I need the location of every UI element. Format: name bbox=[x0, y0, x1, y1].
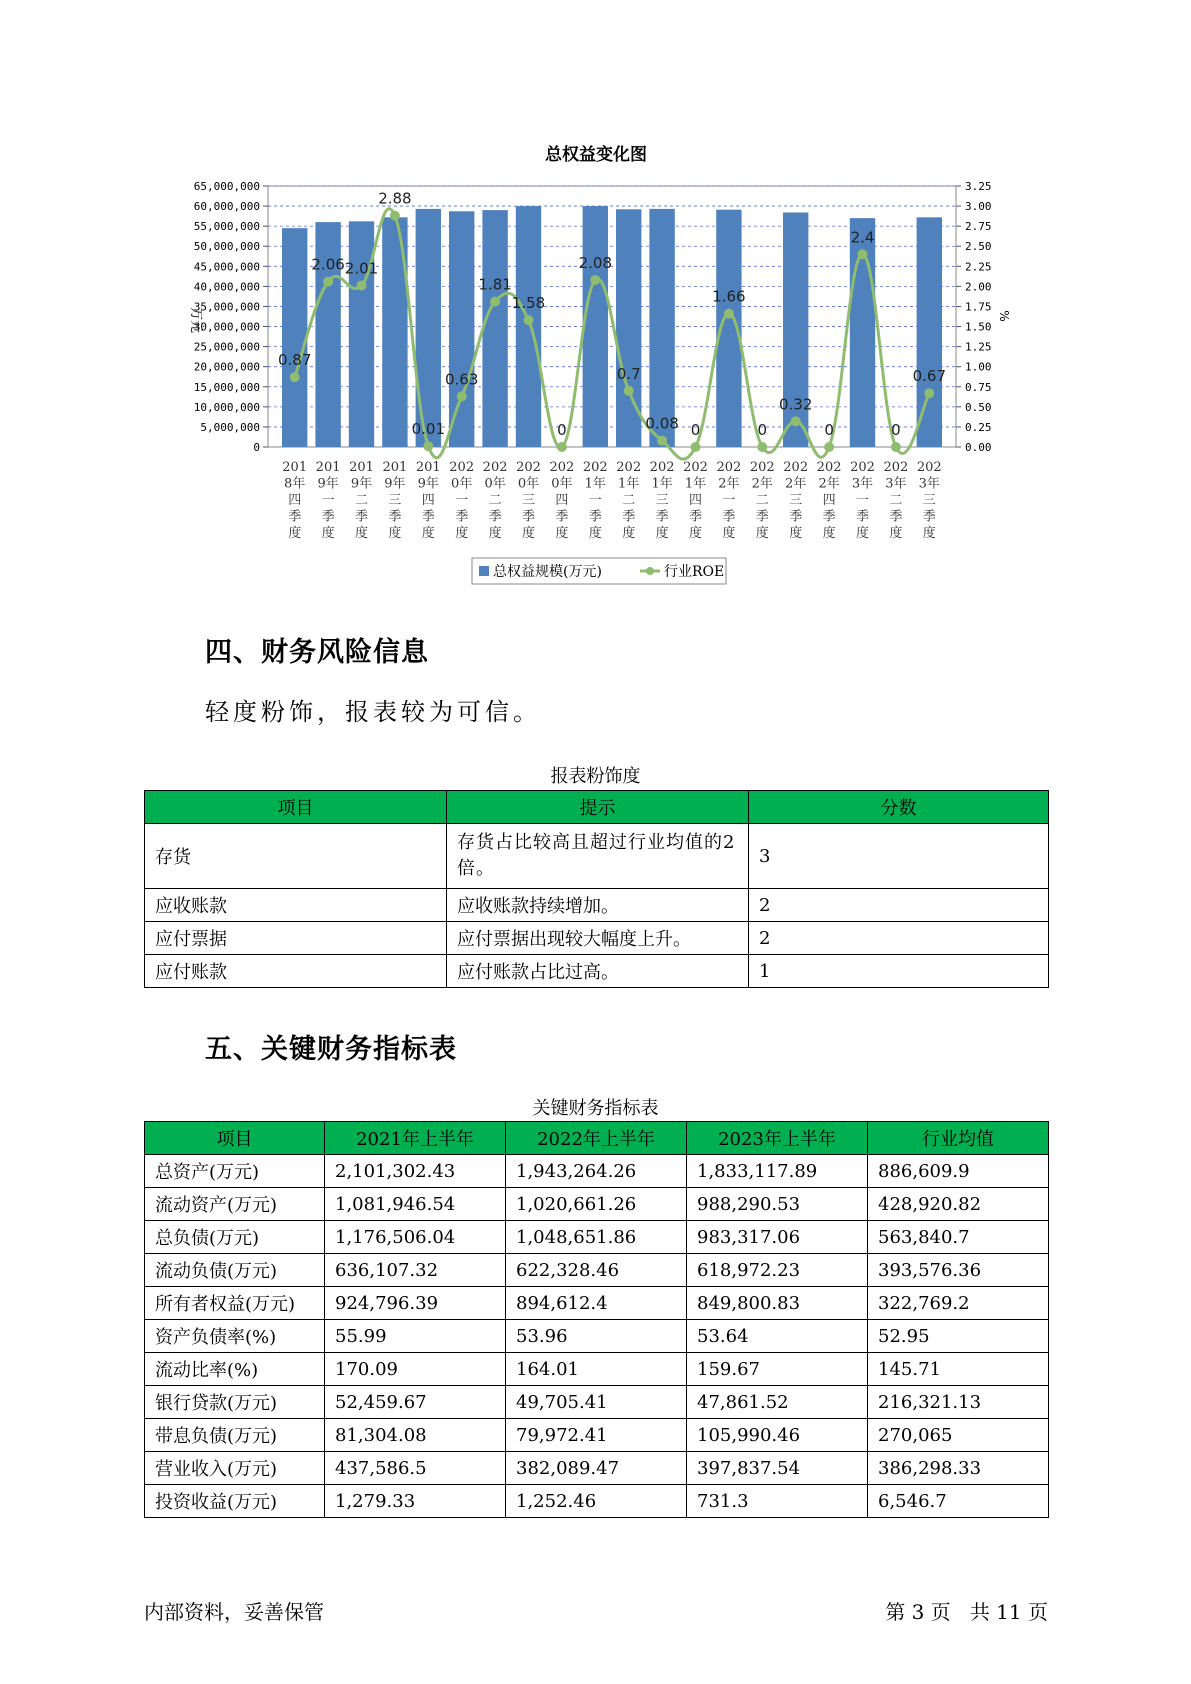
x-tick-label: 二 bbox=[622, 493, 636, 508]
roe-point bbox=[724, 309, 734, 319]
x-tick-label: 一 bbox=[855, 493, 870, 508]
table-row bbox=[145, 824, 1049, 889]
indicator-item: 营业收入(万元) bbox=[145, 1452, 325, 1485]
indicator-2023: 988,290.53 bbox=[687, 1188, 868, 1221]
risk-header-hint: 提示 bbox=[447, 791, 749, 824]
table-row bbox=[145, 1287, 1049, 1320]
x-tick-label: 度 bbox=[388, 526, 402, 541]
roe-point bbox=[390, 211, 400, 221]
x-tick-label: 202 bbox=[683, 460, 708, 475]
y2-tick-label: 1.75 bbox=[965, 300, 992, 314]
x-tick-label: 0年 bbox=[484, 476, 506, 492]
risk-header-item: 项目 bbox=[145, 791, 447, 824]
roe-point bbox=[423, 441, 433, 451]
table-row bbox=[145, 1452, 1049, 1485]
indicator-2022: 164.01 bbox=[506, 1353, 687, 1386]
x-tick-label: 度 bbox=[354, 526, 369, 541]
x-tick-label: 9年 bbox=[350, 476, 373, 492]
x-tick-label: 季 bbox=[622, 509, 636, 525]
y2-tick-label: 0.00 bbox=[965, 441, 992, 454]
roe-data-label: 0 bbox=[690, 421, 701, 439]
indicator-2022: 1,048,651.86 bbox=[506, 1221, 687, 1254]
chart-legend bbox=[472, 558, 726, 584]
roe-point bbox=[557, 442, 567, 452]
x-tick-label: 202 bbox=[482, 460, 508, 475]
section4-heading: 四、财务风险信息 bbox=[205, 637, 429, 668]
indicator-2023: 53.64 bbox=[687, 1320, 868, 1353]
x-tick-label: 201 bbox=[315, 460, 341, 475]
roe-point bbox=[924, 388, 934, 398]
roe-point bbox=[791, 416, 801, 426]
risk-hint: 应收账款持续增加。 bbox=[447, 889, 749, 922]
x-tick-label: 二 bbox=[488, 493, 502, 508]
x-tick-label: 度 bbox=[521, 526, 536, 541]
equity-bar bbox=[583, 206, 608, 447]
y2-tick-label: 2.50 bbox=[965, 240, 992, 254]
indicator-industry: 428,920.82 bbox=[868, 1188, 1049, 1221]
x-tick-label: 季 bbox=[388, 509, 402, 525]
roe-point bbox=[524, 315, 534, 325]
roe-data-label: 1.66 bbox=[712, 287, 746, 306]
x-tick-label: 9年 bbox=[317, 476, 339, 492]
x-tick-label: 季 bbox=[688, 509, 703, 525]
x-tick-label: 季 bbox=[889, 509, 903, 525]
indicator-2023: 731.3 bbox=[687, 1485, 868, 1518]
indicator-2021: 170.09 bbox=[325, 1353, 506, 1386]
section5-heading: 五、关键财务指标表 bbox=[205, 1034, 457, 1065]
x-tick-label: 0年 bbox=[451, 476, 473, 492]
y-tick-label: 5,000,000 bbox=[200, 420, 260, 434]
x-tick-label: 3年 bbox=[851, 476, 874, 492]
x-tick-label: 季 bbox=[822, 509, 836, 525]
roe-point bbox=[824, 442, 834, 452]
x-tick-label: 季 bbox=[855, 509, 870, 525]
indicator-2023: 983,317.06 bbox=[687, 1221, 868, 1254]
roe-data-label: 1.58 bbox=[511, 294, 546, 313]
y-tick-label: 45,000,000 bbox=[193, 260, 260, 274]
y-tick-label: 35,000,000 bbox=[193, 300, 260, 314]
indicator-2023: 159.67 bbox=[687, 1353, 868, 1386]
x-tick-label: 一 bbox=[455, 493, 469, 508]
risk-item: 应付票据 bbox=[145, 922, 447, 955]
y-tick-label: 55,000,000 bbox=[193, 220, 260, 234]
indicator-2021: 1,279.33 bbox=[325, 1485, 506, 1518]
equity-bar bbox=[449, 211, 474, 447]
y2-tick-label: 1.00 bbox=[965, 360, 992, 374]
y-axis-label: 万元 bbox=[188, 306, 203, 334]
x-tick-label: 一 bbox=[588, 493, 602, 508]
roe-data-label: 2.08 bbox=[578, 253, 613, 272]
roe-point bbox=[357, 281, 367, 291]
y-tick-label: 25,000,000 bbox=[193, 340, 260, 354]
x-tick-label: 202 bbox=[582, 460, 608, 475]
risk-score: 1 bbox=[749, 955, 1049, 988]
risk-item: 应收账款 bbox=[145, 889, 447, 922]
y2-tick-label: 0.25 bbox=[965, 420, 992, 434]
x-tick-label: 季 bbox=[455, 509, 469, 525]
risk-header-score: 分数 bbox=[749, 791, 1049, 824]
equity-bar bbox=[349, 221, 374, 447]
x-tick-label: 3年 bbox=[918, 476, 940, 492]
x-tick-label: 2年 bbox=[751, 476, 773, 492]
x-tick-label: 度 bbox=[488, 526, 502, 541]
x-tick-label: 度 bbox=[655, 526, 669, 541]
risk-table-caption: 报表粉饰度 bbox=[550, 766, 641, 787]
x-tick-label: 202 bbox=[516, 460, 541, 475]
indicator-2022: 53.96 bbox=[506, 1320, 687, 1353]
y-tick-label: 15,000,000 bbox=[193, 380, 260, 394]
indicator-industry: 270,065 bbox=[868, 1419, 1049, 1452]
table-row bbox=[145, 1221, 1049, 1254]
y2-tick-label: 2.25 bbox=[965, 260, 992, 274]
roe-point bbox=[590, 275, 600, 285]
roe-point bbox=[457, 391, 467, 401]
indicator-header-2023: 2023年上半年 bbox=[687, 1122, 868, 1155]
x-tick-label: 三 bbox=[521, 493, 536, 508]
table-row bbox=[145, 922, 1049, 955]
indicator-2023: 47,861.52 bbox=[687, 1386, 868, 1419]
x-tick-label: 3年 bbox=[885, 476, 907, 492]
x-tick-label: 季 bbox=[288, 509, 302, 525]
x-tick-label: 季 bbox=[922, 509, 936, 525]
indicator-table bbox=[144, 1121, 1049, 1518]
x-tick-label: 度 bbox=[789, 526, 803, 541]
x-tick-label: 度 bbox=[922, 526, 936, 541]
roe-data-label: 0 bbox=[757, 421, 768, 439]
x-tick-label: 度 bbox=[722, 526, 736, 541]
indicator-2021: 636,107.32 bbox=[325, 1254, 506, 1287]
indicator-header-2022: 2022年上半年 bbox=[506, 1122, 687, 1155]
risk-hint: 应付账款占比过高。 bbox=[447, 955, 749, 988]
footer-page-number: 第 3 页 共 11 页 bbox=[885, 1600, 1048, 1624]
x-tick-label: 0年 bbox=[551, 476, 573, 492]
x-tick-label: 202 bbox=[749, 460, 775, 475]
indicator-header-item: 项目 bbox=[145, 1122, 325, 1155]
x-tick-label: 度 bbox=[455, 526, 469, 541]
roe-data-label: 0.63 bbox=[444, 370, 479, 389]
x-tick-label: 四 bbox=[555, 493, 569, 508]
x-tick-label: 201 bbox=[415, 460, 441, 475]
x-tick-label: 一 bbox=[722, 493, 736, 508]
indicator-table-caption: 关键财务指标表 bbox=[532, 1098, 659, 1119]
roe-data-label: 0.87 bbox=[277, 351, 312, 370]
indicator-item: 流动比率(%) bbox=[145, 1353, 325, 1386]
x-tick-label: 季 bbox=[521, 509, 536, 525]
x-tick-label: 二 bbox=[354, 493, 369, 508]
y-tick-label: 30,000,000 bbox=[193, 320, 260, 334]
indicator-2021: 1,176,506.04 bbox=[325, 1221, 506, 1254]
y-tick-label: 65,000,000 bbox=[193, 180, 260, 193]
roe-data-label: 2.4 bbox=[850, 228, 875, 247]
legend-bar-label: 总权益规模(万元) bbox=[493, 564, 602, 580]
risk-score: 2 bbox=[749, 922, 1049, 955]
indicator-2022: 622,328.46 bbox=[506, 1254, 687, 1287]
indicator-industry: 216,321.13 bbox=[868, 1386, 1049, 1419]
indicator-item: 流动负债(万元) bbox=[145, 1254, 325, 1287]
x-tick-label: 1年 bbox=[684, 476, 707, 492]
indicator-2021: 437,586.5 bbox=[325, 1452, 506, 1485]
risk-hint: 存货占比较高且超过行业均值的2倍。 bbox=[447, 824, 749, 889]
indicator-header-industry: 行业均值 bbox=[868, 1122, 1049, 1155]
roe-data-label: 0.01 bbox=[411, 420, 446, 439]
indicator-2022: 79,972.41 bbox=[506, 1419, 687, 1452]
x-tick-label: 202 bbox=[716, 460, 742, 475]
x-tick-label: 202 bbox=[549, 460, 575, 475]
indicator-item: 总资产(万元) bbox=[145, 1155, 325, 1188]
x-tick-label: 201 bbox=[282, 460, 308, 475]
x-tick-label: 202 bbox=[783, 460, 809, 475]
equity-bar bbox=[649, 209, 674, 447]
roe-point bbox=[657, 436, 667, 446]
table-row bbox=[145, 1386, 1049, 1419]
x-tick-label: 季 bbox=[354, 509, 369, 525]
roe-data-label: 0.08 bbox=[645, 414, 679, 433]
table-row bbox=[145, 1419, 1049, 1452]
x-tick-label: 度 bbox=[288, 526, 302, 541]
indicator-item: 投资收益(万元) bbox=[145, 1485, 325, 1518]
indicator-item: 总负债(万元) bbox=[145, 1221, 325, 1254]
y-tick-label: 10,000,000 bbox=[193, 400, 260, 414]
x-tick-label: 度 bbox=[855, 526, 870, 541]
indicator-industry: 393,576.36 bbox=[868, 1254, 1049, 1287]
table-row bbox=[145, 1188, 1049, 1221]
x-tick-label: 度 bbox=[421, 526, 435, 541]
roe-data-label: 0.7 bbox=[616, 364, 641, 383]
indicator-item: 带息负债(万元) bbox=[145, 1419, 325, 1452]
x-tick-label: 0年 bbox=[517, 476, 540, 492]
roe-point bbox=[490, 297, 500, 307]
indicator-industry: 886,609.9 bbox=[868, 1155, 1049, 1188]
x-tick-label: 度 bbox=[622, 526, 636, 541]
table-row bbox=[145, 1353, 1049, 1386]
roe-data-label: 0 bbox=[824, 421, 834, 439]
roe-point bbox=[323, 277, 333, 287]
risk-table bbox=[144, 790, 1049, 988]
x-tick-label: 9年 bbox=[384, 476, 406, 492]
indicator-2022: 1,943,264.26 bbox=[506, 1155, 687, 1188]
equity-bar bbox=[917, 217, 942, 447]
roe-point bbox=[624, 386, 634, 396]
x-tick-label: 季 bbox=[321, 509, 335, 525]
roe-point bbox=[757, 442, 767, 452]
y-tick-label: 50,000,000 bbox=[193, 240, 260, 254]
roe-point bbox=[691, 442, 701, 452]
risk-table-header bbox=[145, 791, 1049, 824]
table-row bbox=[145, 1485, 1049, 1518]
risk-item: 存货 bbox=[145, 824, 447, 889]
risk-item: 应付账款 bbox=[145, 955, 447, 988]
x-tick-label: 二 bbox=[755, 493, 769, 508]
x-tick-label: 度 bbox=[822, 526, 836, 541]
y2-tick-label: 0.50 bbox=[965, 400, 992, 414]
x-tick-label: 季 bbox=[655, 509, 669, 525]
indicator-2022: 382,089.47 bbox=[506, 1452, 687, 1485]
x-tick-label: 度 bbox=[688, 526, 703, 541]
indicator-industry: 322,769.2 bbox=[868, 1287, 1049, 1320]
y2-tick-label: 0.75 bbox=[965, 380, 992, 394]
x-tick-label: 度 bbox=[555, 526, 569, 541]
y2-tick-label: 2.75 bbox=[965, 220, 992, 234]
x-tick-label: 202 bbox=[883, 460, 909, 475]
indicator-item: 所有者权益(万元) bbox=[145, 1287, 325, 1320]
x-tick-label: 202 bbox=[850, 460, 875, 475]
indicator-industry: 563,840.7 bbox=[868, 1221, 1049, 1254]
x-tick-label: 度 bbox=[588, 526, 602, 541]
x-tick-label: 季 bbox=[789, 509, 803, 525]
x-tick-label: 一 bbox=[321, 493, 335, 508]
indicator-2022: 1,252.46 bbox=[506, 1485, 687, 1518]
x-tick-label: 202 bbox=[916, 460, 942, 475]
y2-tick-label: 2.00 bbox=[965, 280, 992, 294]
section4-summary: 轻度粉饰，报表较为可信。 bbox=[205, 698, 541, 726]
x-tick-label: 2年 bbox=[718, 476, 740, 492]
risk-hint: 应付票据出现较大幅度上升。 bbox=[447, 922, 749, 955]
table-row bbox=[145, 1155, 1049, 1188]
indicator-2021: 924,796.39 bbox=[325, 1287, 506, 1320]
x-tick-label: 度 bbox=[755, 526, 769, 541]
x-tick-label: 202 bbox=[616, 460, 642, 475]
x-tick-label: 202 bbox=[449, 460, 475, 475]
indicator-industry: 145.71 bbox=[868, 1353, 1049, 1386]
x-tick-label: 三 bbox=[789, 493, 803, 508]
y-tick-label: 0 bbox=[253, 441, 260, 454]
x-tick-label: 四 bbox=[421, 493, 435, 508]
roe-data-label: 2.01 bbox=[344, 259, 379, 278]
indicator-header-2021: 2021年上半年 bbox=[325, 1122, 506, 1155]
roe-data-label: 2.06 bbox=[311, 255, 345, 274]
x-tick-label: 2年 bbox=[818, 476, 840, 492]
indicator-2022: 894,612.4 bbox=[506, 1287, 687, 1320]
risk-score: 2 bbox=[749, 889, 1049, 922]
y2-tick-label: 1.25 bbox=[965, 340, 992, 354]
indicator-item: 流动资产(万元) bbox=[145, 1188, 325, 1221]
x-tick-label: 201 bbox=[349, 460, 374, 475]
x-tick-label: 度 bbox=[889, 526, 903, 541]
y2-axis-label: % bbox=[997, 310, 1011, 322]
indicator-2021: 52,459.67 bbox=[325, 1386, 506, 1419]
indicator-2023: 618,972.23 bbox=[687, 1254, 868, 1287]
y-tick-label: 40,000,000 bbox=[193, 280, 260, 294]
x-tick-label: 四 bbox=[688, 493, 703, 508]
x-tick-label: 季 bbox=[488, 509, 502, 525]
x-tick-label: 季 bbox=[588, 509, 602, 525]
x-tick-label: 季 bbox=[722, 509, 736, 525]
x-tick-label: 2年 bbox=[785, 476, 807, 492]
y-tick-label: 60,000,000 bbox=[193, 200, 260, 214]
legend-line-label: 行业ROE bbox=[664, 564, 725, 580]
indicator-2021: 81,304.08 bbox=[325, 1419, 506, 1452]
table-row bbox=[145, 1320, 1049, 1353]
x-tick-label: 8年 bbox=[284, 476, 306, 492]
equity-bar bbox=[282, 228, 307, 447]
indicator-2022: 49,705.41 bbox=[506, 1386, 687, 1419]
y2-tick-label: 3.25 bbox=[965, 180, 992, 193]
equity-bar bbox=[416, 209, 441, 447]
indicator-item: 资产负债率(%) bbox=[145, 1320, 325, 1353]
y-tick-label: 20,000,000 bbox=[193, 360, 260, 374]
roe-point bbox=[290, 372, 300, 382]
indicator-2021: 55.99 bbox=[325, 1320, 506, 1353]
indicator-2023: 1,833,117.89 bbox=[687, 1155, 868, 1188]
indicator-2021: 2,101,302.43 bbox=[325, 1155, 506, 1188]
roe-data-label: 2.88 bbox=[378, 189, 412, 208]
indicator-table-header bbox=[145, 1122, 1049, 1155]
table-row bbox=[145, 1254, 1049, 1287]
table-row bbox=[145, 889, 1049, 922]
x-tick-label: 四 bbox=[288, 493, 302, 508]
x-tick-label: 1年 bbox=[651, 476, 673, 492]
risk-score: 3 bbox=[749, 824, 1049, 889]
roe-point bbox=[891, 442, 901, 452]
roe-data-label: 0.32 bbox=[778, 395, 813, 414]
roe-point bbox=[858, 249, 868, 259]
x-tick-label: 1年 bbox=[584, 476, 606, 492]
x-tick-label: 季 bbox=[421, 509, 435, 525]
chart-title: 总权益变化图 bbox=[545, 145, 647, 165]
indicator-2021: 1,081,946.54 bbox=[325, 1188, 506, 1221]
legend-line-marker bbox=[646, 567, 654, 575]
roe-data-label: 0 bbox=[557, 421, 567, 439]
indicator-2023: 397,837.54 bbox=[687, 1452, 868, 1485]
indicator-item: 银行贷款(万元) bbox=[145, 1386, 325, 1419]
equity-bar bbox=[482, 210, 507, 447]
x-tick-label: 1年 bbox=[618, 476, 640, 492]
table-row bbox=[145, 955, 1049, 988]
roe-data-label: 0.67 bbox=[912, 367, 947, 386]
x-tick-label: 三 bbox=[388, 493, 402, 508]
footer-confidential: 内部资料，妥善保管 bbox=[144, 1600, 324, 1624]
roe-data-label: 0 bbox=[891, 421, 901, 439]
equity-bar bbox=[516, 206, 541, 447]
legend-bar-swatch bbox=[479, 566, 489, 576]
indicator-industry: 386,298.33 bbox=[868, 1452, 1049, 1485]
y2-tick-label: 3.00 bbox=[965, 200, 992, 214]
x-tick-label: 三 bbox=[655, 493, 669, 508]
x-tick-label: 202 bbox=[649, 460, 675, 475]
indicator-2023: 105,990.46 bbox=[687, 1419, 868, 1452]
indicator-2022: 1,020,661.26 bbox=[506, 1188, 687, 1221]
x-tick-label: 季 bbox=[755, 509, 769, 525]
x-tick-label: 201 bbox=[382, 460, 408, 475]
x-tick-label: 三 bbox=[922, 493, 936, 508]
x-tick-label: 二 bbox=[889, 493, 903, 508]
indicator-industry: 52.95 bbox=[868, 1320, 1049, 1353]
y2-tick-label: 1.50 bbox=[965, 320, 992, 334]
roe-data-label: 1.81 bbox=[478, 275, 512, 294]
x-tick-label: 9年 bbox=[417, 476, 439, 492]
equity-chart bbox=[0, 0, 1191, 600]
x-tick-label: 四 bbox=[822, 493, 836, 508]
indicator-2023: 849,800.83 bbox=[687, 1287, 868, 1320]
indicator-industry: 6,546.7 bbox=[868, 1485, 1049, 1518]
x-tick-label: 度 bbox=[321, 526, 335, 541]
x-tick-label: 202 bbox=[816, 460, 842, 475]
x-tick-label: 季 bbox=[555, 509, 569, 525]
